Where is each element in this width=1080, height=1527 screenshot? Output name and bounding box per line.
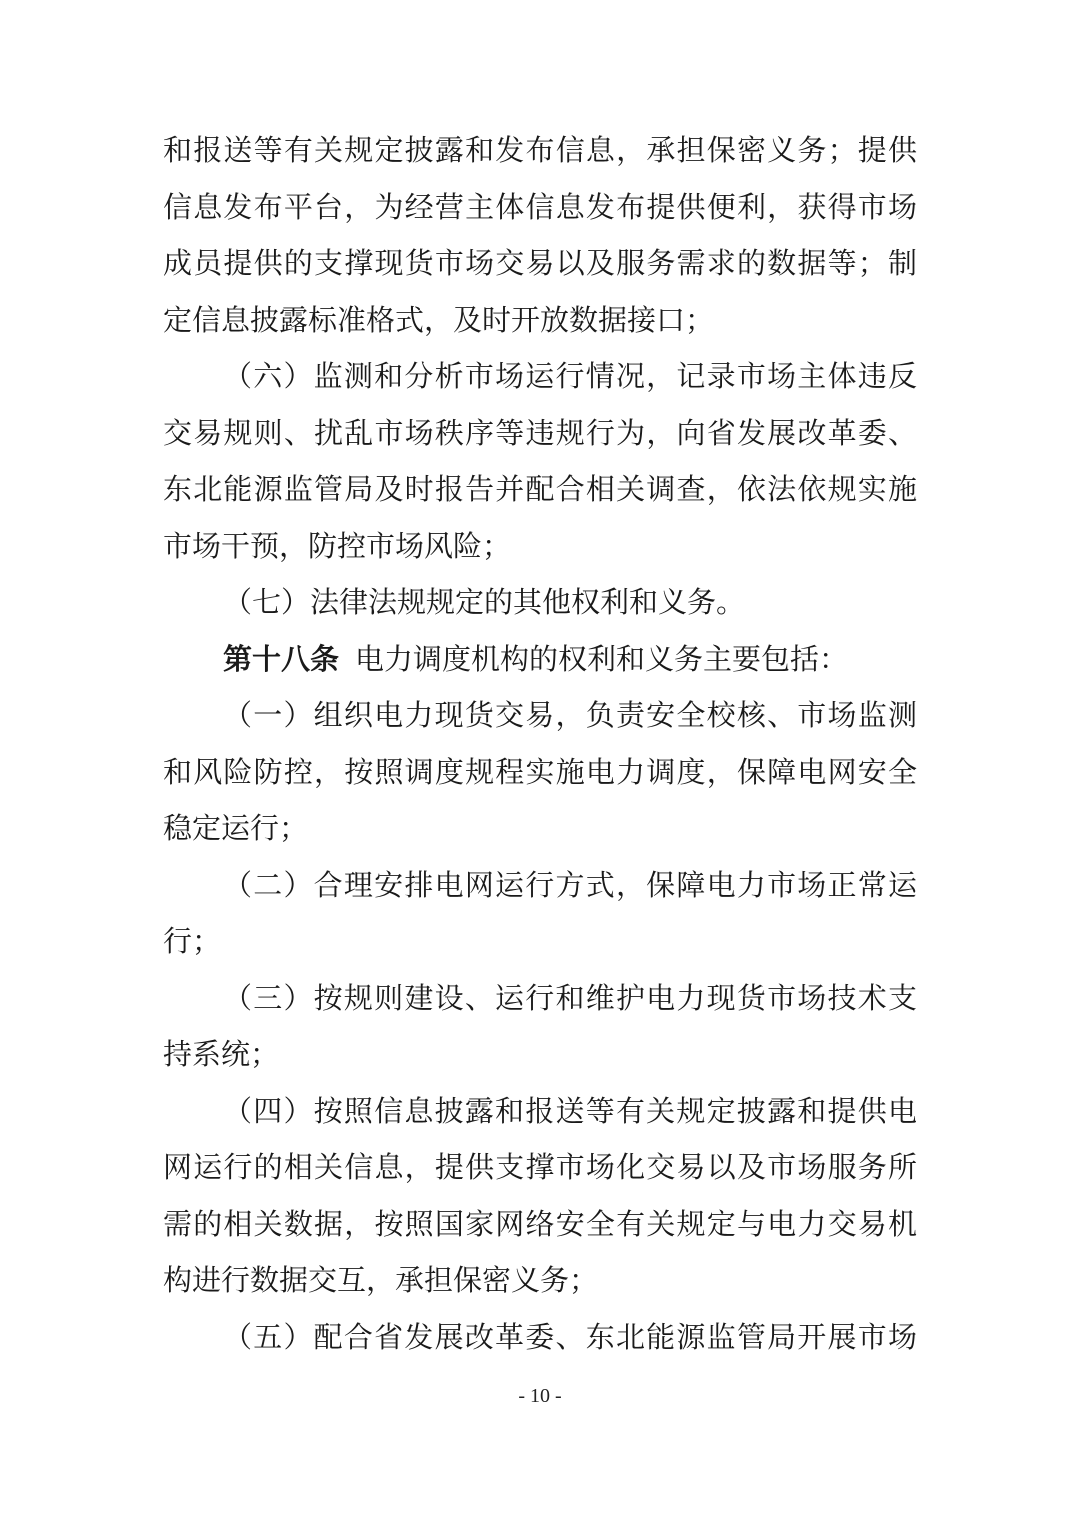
text-line: 和风险防控，按照调度规程实施电力调度，保障电网安全 bbox=[163, 755, 917, 789]
text-line: 交易规则、扰乱市场秩序等违规行为，向省发展改革委、 bbox=[163, 416, 917, 450]
text-line: 持系统； bbox=[163, 1037, 280, 1071]
text-line: （四）按照信息披露和报送等有关规定披露和提供电 bbox=[223, 1094, 917, 1128]
text-line: 和报送等有关规定披露和发布信息，承担保密义务；提供 bbox=[163, 133, 917, 167]
text-line: 定信息披露标准格式，及时开放数据接口； bbox=[163, 303, 715, 337]
text-line: 成员提供的支撑现货市场交易以及服务需求的数据等；制 bbox=[163, 246, 917, 280]
text-line: 需的相关数据，按照国家网络安全有关规定与电力交易机 bbox=[163, 1207, 917, 1241]
article-text: 电力调度机构的权利和义务主要包括： bbox=[355, 642, 849, 676]
text-line: （七）法律法规规定的其他权利和义务。 bbox=[223, 585, 746, 619]
text-line: （三）按规则建设、运行和维护电力现货市场技术支 bbox=[223, 981, 917, 1015]
text-line: 行； bbox=[163, 924, 222, 958]
article-number: 第十八条 bbox=[223, 642, 340, 676]
article-heading bbox=[223, 635, 917, 683]
text-line: （二）合理安排电网运行方式，保障电力市场正常运 bbox=[223, 868, 917, 902]
text-line: 信息发布平台，为经营主体信息发布提供便利，获得市场 bbox=[163, 190, 917, 224]
page-number: - 10 - bbox=[518, 1385, 562, 1407]
text-line: 网运行的相关信息，提供支撑市场化交易以及市场服务所 bbox=[163, 1150, 917, 1184]
text-line: （六）监测和分析市场运行情况，记录市场主体违反 bbox=[223, 359, 917, 393]
text-line: 稳定运行； bbox=[163, 811, 309, 845]
text-line: 市场干预，防控市场风险； bbox=[163, 529, 512, 563]
text-line: 东北能源监管局及时报告并配合相关调查，依法依规实施 bbox=[163, 472, 917, 506]
text-line: （五）配合省发展改革委、东北能源监管局开展市场 bbox=[223, 1320, 917, 1354]
text-line: 构进行数据交互，承担保密义务； bbox=[163, 1263, 599, 1297]
text-line: （一）组织电力现货交易，负责安全校核、市场监测 bbox=[223, 698, 917, 732]
